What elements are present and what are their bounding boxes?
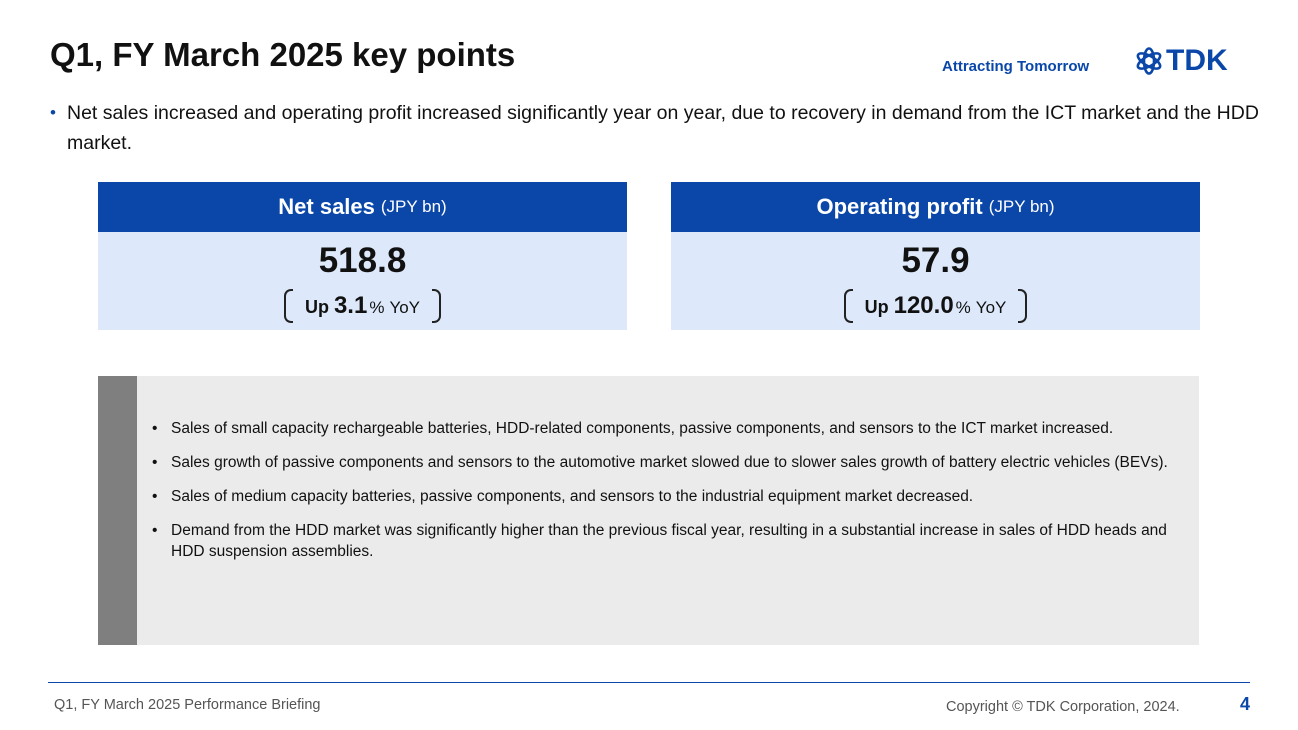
intro-text: Net sales increased and operating profit increased significantly year on year, due to recovery in demand from the ICT market and the HDD market. xyxy=(67,102,1259,154)
left-bracket-icon xyxy=(284,289,293,323)
list-item xyxy=(152,418,1177,439)
list-item-text: Sales growth of passive components and sensors to the automotive market slowed due to slower sales growth of battery electric vehicles (BEVs). xyxy=(171,454,1168,471)
bullet-icon: • xyxy=(152,488,158,505)
footer-title: Q1, FY March 2025 Performance Briefing xyxy=(54,697,321,713)
change-direction: Up xyxy=(864,297,889,317)
kpi-value: 57.9 xyxy=(901,241,970,280)
page-number: 4 xyxy=(1240,694,1251,714)
panel-accent-stripe xyxy=(98,376,137,645)
tdk-logo xyxy=(1135,45,1228,77)
logo-wordmark: TDK xyxy=(1166,44,1228,77)
list-item xyxy=(152,486,1177,507)
change-suffix: YoY xyxy=(975,298,1007,317)
bullet-icon: • xyxy=(152,454,158,471)
bullet-icon: • xyxy=(50,103,56,122)
kpi-label: Operating profit xyxy=(816,194,983,219)
list-item-text: Sales of small capacity rechargeable batteries, HDD-related components, passive components, and sensors to the ICT market increased. xyxy=(171,420,1114,437)
kpi-card-operating-profit xyxy=(671,182,1200,330)
kpi-change xyxy=(671,289,1200,323)
right-bracket-icon xyxy=(1018,289,1027,323)
change-symbol: % xyxy=(955,298,971,317)
brand-tagline: Attracting Tomorrow xyxy=(942,58,1090,75)
change-suffix: YoY xyxy=(389,298,421,317)
kpi-body xyxy=(98,232,627,330)
left-bracket-icon xyxy=(844,289,853,323)
tdk-emblem-icon xyxy=(1135,47,1163,75)
list-item-text: Sales of medium capacity batteries, passive components, and sensors to the industrial equipment market decreased. xyxy=(171,488,974,505)
kpi-header xyxy=(671,182,1200,232)
list-item xyxy=(152,452,1177,473)
list-item-text: Demand from the HDD market was significantly higher than the previous fiscal year, resulting in a substantial increase in sales of HDD heads and HDD suspension assemblies. xyxy=(171,522,1167,560)
details-list xyxy=(152,418,1177,575)
copyright-text: Copyright © TDK Corporation, 2024. xyxy=(946,699,1180,715)
kpi-change xyxy=(98,289,627,323)
change-symbol: % xyxy=(369,298,385,317)
change-value: 120.0 xyxy=(893,292,954,319)
kpi-unit: (JPY bn) xyxy=(988,197,1055,216)
kpi-card-net-sales xyxy=(98,182,627,330)
kpi-header xyxy=(98,182,627,232)
kpi-body xyxy=(671,232,1200,330)
bullet-icon: • xyxy=(152,420,158,437)
change-direction: Up xyxy=(304,297,329,317)
right-bracket-icon xyxy=(432,289,441,323)
change-value: 3.1 xyxy=(333,292,368,319)
bullet-icon: • xyxy=(152,522,158,539)
kpi-unit: (JPY bn) xyxy=(380,197,447,216)
page-title: Q1, FY March 2025 key points xyxy=(50,36,516,73)
list-item xyxy=(152,520,1177,562)
kpi-value: 518.8 xyxy=(318,241,407,280)
kpi-label: Net sales xyxy=(278,194,375,219)
footer-divider xyxy=(48,682,1250,683)
intro-paragraph xyxy=(50,98,1265,158)
details-panel xyxy=(98,376,1199,645)
